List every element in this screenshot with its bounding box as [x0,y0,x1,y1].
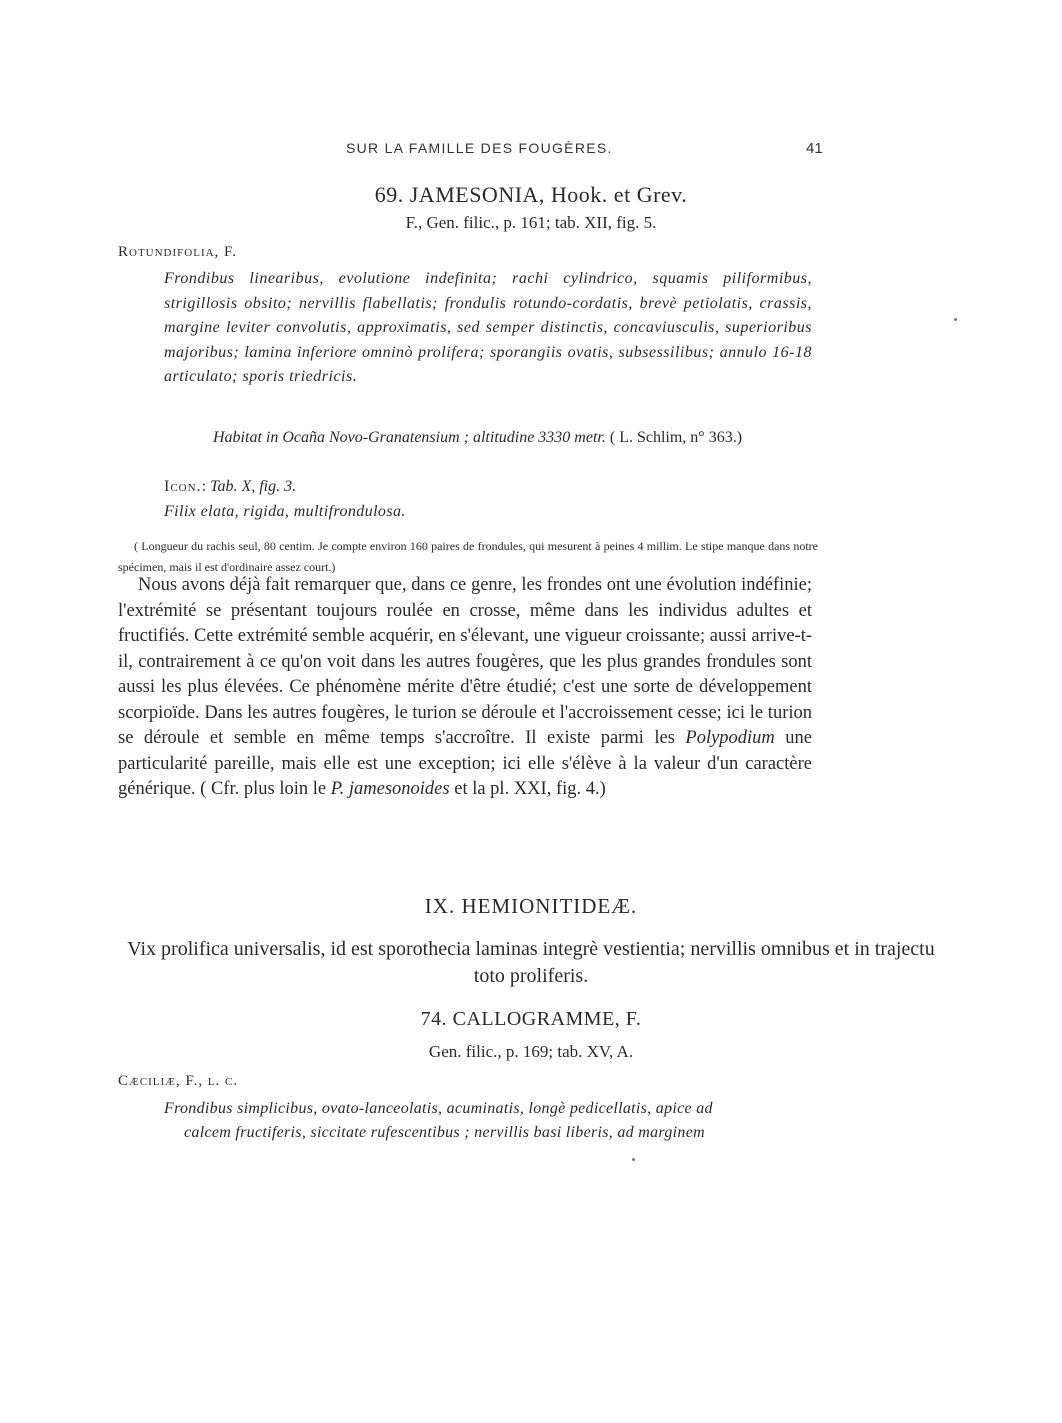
page-number: 41 [806,140,823,157]
body-italic-polypodium: Polypodium [685,728,775,748]
icon-reference: Tab. X, fig. 3. [210,478,297,495]
icon-label: Icon. [164,478,202,495]
habitat-line [213,426,823,450]
measurement-note: ( Longueur du rachis seul, 80 centim. Je compte environ 160 paires de frondules, qui mesurent à peines 4 millim. Le stipe manque dans notre spécimen, mais il est d'ordinaire assez court.) [118,539,818,574]
running-head-title: SUR LA FAMILLE DES FOUGÈRES. [346,140,613,156]
genus-heading-jamesonia: 69. JAMESONIA, Hook. et Grev. [374,182,688,207]
section-heading-hemionitideae: IX. HEMIONITIDEÆ. [424,894,638,918]
genus-reference-jamesonia: F., Gen. filic., p. 161; tab. XII, fig. 5. [405,213,657,232]
latin-description-line: calcem fructiferis, siccitate rufescentibus ; nervillis basi liberis, ad marginem [184,1124,705,1141]
body-text-part2: une particularité pareille, mais elle est une exception; ici elle s'élève à la valeur d'un caractère générique. ( Cfr. plus loin le [118,728,812,799]
body-text-part3: et la pl. XXI, fig. 4.) [449,779,606,799]
icon-reference-line: Icon.: Tab. X, fig. 3. [164,478,297,495]
latin-description-rotundifolia: Frondibus linearibus, evolutione indefinita; rachi cylindrico, squamis piliformibus, strigillosis obsito; nervillis flabellatis; frondulis rotundo-cordatis, brevè petiolatis, crassis, margine leviter convolutis, approximatis, sed semper distinctis, concaviusculis, superioribus majoribus; lamina inferiore omninò prolifera; sporangiis ovatis, subsessilibus; annulo 16-18 articulato; sporis triedricis. [164,270,812,385]
section-intro: Vix prolifica universalis, id est sporothecia laminas integrè vestientia; nervillis omnibus et in trajectu toto proliferis. [127,938,935,987]
speck-mark [954,318,957,321]
species-name-caeciliae: Cæciliæ, F., l. c. [118,1073,239,1089]
body-italic-jamesonoides: P. jamesonoides [330,779,450,799]
habitat-italic: Habitat in Ocaña Novo-Granatensium ; altitudine 3330 metr. [213,429,606,446]
latin-description-caeciliae [164,1097,814,1145]
filix-line: Filix elata, rigida, multifrondulosa. [164,503,406,520]
species-name-rotundifolia: Rotundifolia, F. [118,244,237,260]
speck-mark [632,1158,635,1161]
genus-reference-callogramme: Gen. filic., p. 169; tab. XV, A. [428,1042,634,1061]
running-head [0,140,1062,160]
genus-heading-callogramme: 74. CALLOGRAMME, F. [420,1008,642,1030]
latin-description-line: Frondibus simplicibus, ovato-lanceolatis, acuminatis, longè pedicellatis, apice ad [164,1100,713,1117]
body-paragraph [118,573,812,803]
habitat-collector: ( L. Schlim, n° 363.) [605,429,743,446]
body-text-part1: Nous avons déjà fait remarquer que, dans ce genre, les frondes ont une évolution indéfinie; l'extrémité se présentant toujours roulée en crosse, même dans les individus adultes et fructifiés. Cette extrémité semble acquérir, en s'élevant, une vigueur croissante; aussi arrive-t-il, contrairement à ce qu'on voit dans les autres fougères, que les plus grandes frondules sont aussi les plus élevées. Ce phénomène mérite d'être étudié; c'est une sorte de développement scorpioïde. Dans les autres fougères, le turion se déroule et l'accroissement cesse; ici le turion se déroule et semble en même temps s'accroître. Il existe parmi les [118,575,813,748]
